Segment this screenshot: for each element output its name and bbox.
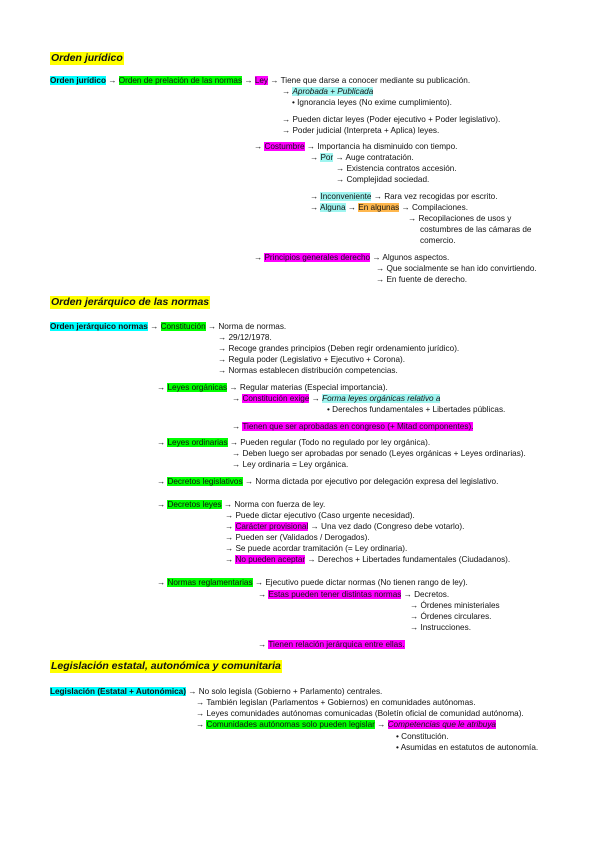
line: → No pueden aceptar → Derechos + Libertades fundamentales (Ciudadanos).: [225, 555, 511, 564]
text: Derechos fundamentales + Libertades públicas.: [332, 405, 506, 414]
line: • Asumidas en estatutos de autonomía.: [396, 743, 539, 752]
line: → Leyes ordinarias → Pueden regular (Todo no regulado por ley orgánica).: [157, 438, 431, 447]
text: Recoge grandes principios (Deben regir ordenamiento jurídico).: [228, 344, 460, 353]
line: → En fuente de derecho.: [376, 275, 468, 284]
line: • Constitución.: [396, 732, 449, 741]
text: Regular materias (Especial importancia).: [239, 383, 388, 392]
line: → Decretos leyes → Norma con fuerza de ley.: [157, 500, 326, 509]
line: → También legislan (Parlamentos + Gobiernos) en comunidades autónomas.: [196, 698, 476, 707]
line: → Que socialmente se han ido convirtiendo.: [376, 264, 537, 273]
text: Constitución.: [401, 732, 449, 741]
line: → 29/12/1978.: [218, 333, 272, 342]
text: Pueden ser (Validados / Derogados).: [235, 533, 370, 542]
line: → Decretos legislativos → Norma dictada por ejecutivo por delegación expresa del legislativo.: [157, 477, 499, 486]
tag: Normas reglamentarias: [167, 578, 253, 587]
tag: Decretos legislativos: [167, 477, 243, 486]
tag: En algunas: [358, 203, 400, 212]
line: → Carácter provisional → Una vez dado (Congreso debe votarlo).: [225, 522, 465, 531]
line: → Existencia contratos accesión.: [336, 164, 457, 173]
term-orden-juridico: Orden jurídico: [50, 76, 106, 85]
line: → Poder judicial (Interpreta + Aplica) leyes.: [282, 126, 440, 135]
tag: Principios generales derecho: [264, 253, 371, 262]
tag: Competencias que le atribuya: [387, 720, 496, 729]
tag: Tienen relación jerárquica entre ellas.: [268, 640, 405, 649]
section-heading-orden-jerarquico: Orden jerárquico de las normas: [51, 296, 210, 308]
line: → Leyes orgánicas → Regular materias (Especial importancia).: [157, 383, 388, 392]
line: • Derechos fundamentales + Libertades públicas.: [327, 405, 506, 414]
line: → Leyes comunidades autónomas comunicadas (Boletín oficial de comunidad autónoma).: [196, 709, 524, 718]
section-heading-orden-juridico: Orden jurídico: [51, 52, 123, 64]
text: Instrucciones.: [420, 623, 471, 632]
line: → Inconveniente → Rara vez recogidas por escrito.: [310, 192, 498, 201]
text: Pueden dictar leyes (Poder ejecutivo + Poder legislativo).: [292, 115, 501, 124]
text: Pueden regular (Todo no regulado por ley orgánica).: [240, 438, 431, 447]
line: → Tienen relación jerárquica entre ellas.: [258, 640, 405, 649]
tag: Leyes ordinarias: [167, 438, 228, 447]
line: → Regula poder (Legislativo + Ejecutivo + Corona).: [218, 355, 406, 364]
text: Decretos.: [414, 590, 450, 599]
term-legislacion: Legislación (Estatal + Autonómica): [50, 687, 186, 696]
text: Una vez dado (Congreso debe votarlo).: [321, 522, 465, 531]
tag: Forma leyes orgánicas relativo a: [322, 394, 441, 403]
tag: Ley: [254, 76, 269, 85]
line: → Deben luego ser aprobadas por senado (Leyes orgánicas + Leyes ordinarias).: [232, 449, 526, 458]
tag: Por: [320, 153, 334, 162]
text: Norma de normas.: [218, 322, 287, 331]
tag: Comunidades autónomas solo pueden legislar: [206, 720, 375, 729]
text: Rara vez recogidas por escrito.: [384, 192, 498, 201]
tag: Alguna: [320, 203, 346, 212]
line: → Órdenes ministeriales: [410, 601, 500, 610]
tag: Constitución: [160, 322, 206, 331]
line: → Aprobada + Publicada: [282, 87, 374, 96]
line: → Normas reglamentarias → Ejecutivo puede dictar normas (No tienen rango de ley).: [157, 578, 468, 587]
tag: Constitución exige: [242, 394, 310, 403]
text: Norma con fuerza de ley.: [234, 500, 326, 509]
text: Órdenes ministeriales: [420, 601, 500, 610]
line: • Ignorancia leyes (No exime cumplimiento).: [292, 98, 452, 107]
text: Recopilaciones de usos y: [418, 214, 512, 223]
line: → Puede dictar ejecutivo (Caso urgente necesidad).: [225, 511, 415, 520]
tag: Carácter provisional: [235, 522, 309, 531]
line: → Instrucciones.: [410, 623, 471, 632]
line: → Por → Auge contratación.: [310, 153, 414, 162]
text: En fuente de derecho.: [386, 275, 468, 284]
line: → Pueden ser (Validados / Derogados).: [225, 533, 370, 542]
text: Compilaciones.: [412, 203, 468, 212]
tag: Inconveniente: [320, 192, 372, 201]
tag: No pueden aceptar: [235, 555, 306, 564]
line: → Pueden dictar leyes (Poder ejecutivo + Poder legislativo).: [282, 115, 501, 124]
term-orden-jerarquico: Orden jerárquico normas: [50, 322, 148, 331]
text: Tiene que darse a conocer mediante su publicación.: [280, 76, 471, 85]
text: Norma dictada por ejecutivo por delegación expresa del legislativo.: [255, 477, 499, 486]
line: → Recopilaciones de usos y: [408, 214, 512, 223]
text: Que socialmente se han ido convirtiendo.: [386, 264, 537, 273]
line: → Recoge grandes principios (Deben regir ordenamiento jurídico).: [218, 344, 460, 353]
text: No solo legisla (Gobierno + Parlamento) centrales.: [198, 687, 383, 696]
text: Derechos + Libertades fundamentales (Ciudadanos).: [317, 555, 511, 564]
tag: Tienen que ser aprobadas en congreso (+ Mitad componentes).: [242, 422, 474, 431]
text: Ley ordinaria = Ley orgánica.: [242, 460, 349, 469]
text: Complejidad sociedad.: [346, 175, 430, 184]
line: → Se puede acordar tramitación (= Ley ordinaria).: [225, 544, 408, 553]
line: → Estas pueden tener distintas normas → Decretos.: [258, 590, 450, 599]
tag: Estas pueden tener distintas normas: [268, 590, 402, 599]
line: → Alguna → En algunas → Compilaciones.: [310, 203, 468, 212]
text: Regula poder (Legislativo + Ejecutivo + Corona).: [228, 355, 406, 364]
text: Ignorancia leyes (No exime cumplimiento).: [297, 98, 452, 107]
line: Orden jurídico → Orden de prelación de las normas → Ley → Tiene que darse a conocer mediante su publicación.: [50, 76, 471, 85]
line: costumbres de las cámaras de: [420, 225, 532, 234]
line: comercio.: [420, 236, 456, 245]
text: Algunos aspectos.: [382, 253, 450, 262]
text: 29/12/1978.: [228, 333, 272, 342]
tag: Orden de prelación de las normas: [118, 76, 243, 85]
section-heading-legislacion: Legislación estatal, autonómica y comunitaria: [51, 660, 281, 672]
text: Puede dictar ejecutivo (Caso urgente necesidad).: [235, 511, 415, 520]
line: → Principios generales derecho → Algunos aspectos.: [254, 253, 450, 262]
text: También legislan (Parlamentos + Gobiernos) en comunidades autónomas.: [206, 698, 476, 707]
line: Legislación (Estatal + Autonómica) → No solo legisla (Gobierno + Parlamento) centrales.: [50, 687, 383, 696]
tag: Costumbre: [264, 142, 305, 151]
text: Importancia ha disminuido con tiempo.: [317, 142, 458, 151]
text: Deben luego ser aprobadas por senado (Leyes orgánicas + Leyes ordinarias).: [242, 449, 526, 458]
tag: Leyes orgánicas: [167, 383, 228, 392]
text: Ejecutivo puede dictar normas (No tienen rango de ley).: [265, 578, 468, 587]
line: → Comunidades autónomas solo pueden legislar → Competencias que le atribuya: [196, 720, 496, 729]
text: Se puede acordar tramitación (= Ley ordinaria).: [235, 544, 408, 553]
line: → Constitución exige → Forma leyes orgánicas relativo a: [232, 394, 441, 403]
line: → Complejidad sociedad.: [336, 175, 430, 184]
text: Poder judicial (Interpreta + Aplica) leyes.: [292, 126, 440, 135]
tag: Aprobada + Publicada: [292, 87, 374, 96]
line: → Órdenes circulares.: [410, 612, 492, 621]
line: → Costumbre → Importancia ha disminuido con tiempo.: [254, 142, 458, 151]
text: Normas establecen distribución competencias.: [228, 366, 398, 375]
text: Asumidas en estatutos de autonomía.: [400, 743, 539, 752]
text: Auge contratación.: [345, 153, 414, 162]
tag: Decretos leyes: [167, 500, 222, 509]
text: Órdenes circulares.: [420, 612, 492, 621]
line: → Normas establecen distribución competencias.: [218, 366, 398, 375]
line: → Tienen que ser aprobadas en congreso (+ Mitad componentes).: [232, 422, 474, 431]
line: → Ley ordinaria = Ley orgánica.: [232, 460, 349, 469]
text: Existencia contratos accesión.: [346, 164, 457, 173]
text: Leyes comunidades autónomas comunicadas (Boletín oficial de comunidad autónoma).: [206, 709, 524, 718]
line: Orden jerárquico normas → Constitución → Norma de normas.: [50, 322, 287, 331]
